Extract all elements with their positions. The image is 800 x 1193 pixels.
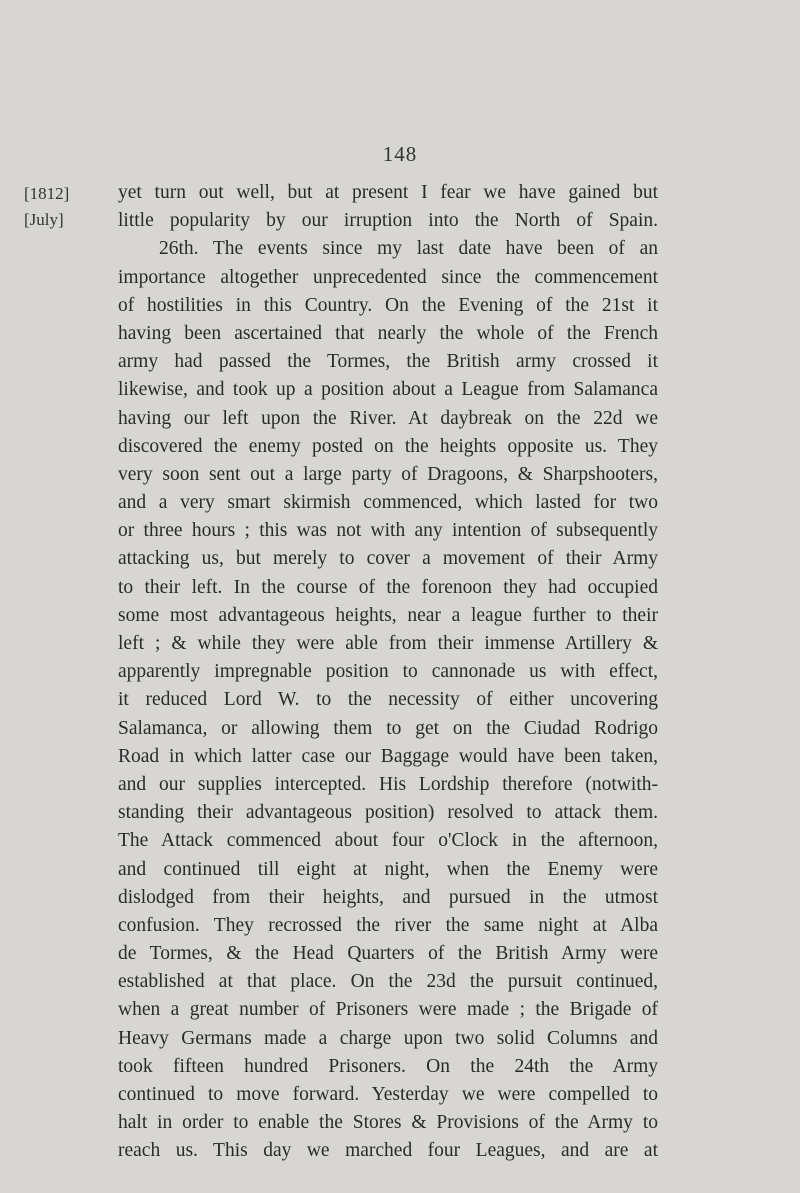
text-line: or three hours ; this was not with any intention of subsequently (118, 520, 658, 542)
text-line: de Tormes, & the Head Quarters of the British Army were (118, 943, 658, 965)
text-line: little popularity by our irruption into the North of Spain. (118, 210, 658, 232)
text-line: continued to move forward. Yesterday we were compelled to (118, 1084, 658, 1105)
text-line: importance altogether unprecedented since the commencement (118, 266, 658, 288)
body-text (118, 179, 658, 1166)
text-line: and continued till eight at night, when the Enemy were (118, 858, 658, 880)
text-line: likewise, and took up a position about a League from Salamanca (118, 379, 658, 401)
text-line: some most advantageous heights, near a league further to their (118, 604, 658, 626)
text-line: attacking us, but merely to cover a movement of their Army (118, 548, 658, 570)
text-line: very soon sent out a large party of Dragoons, & Sharpshooters, (118, 463, 658, 485)
text-line: of hostilities in this Country. On the Evening of the 21st it (118, 294, 658, 316)
text-line: dislodged from their heights, and pursued in the utmost (118, 886, 658, 908)
text-line: 26th. The events since my last date have been of an (159, 238, 658, 260)
text-line: Road in which latter case our Baggage would have been taken, (118, 745, 658, 767)
text-line: discovered the enemy posted on the heights opposite us. They (118, 435, 658, 457)
text-line: and our supplies intercepted. His Lordship therefore (notwith- (118, 773, 658, 795)
text-line: left ; & while they were able from their immense Artillery & (118, 633, 658, 654)
text-line: it reduced Lord W. to the necessity of either uncovering (118, 689, 658, 711)
text-line: to their left. In the course of the forenoon they had occupied (118, 576, 658, 598)
text-line: having been ascertained that nearly the whole of the French (118, 322, 658, 344)
margin-note-year: [1812] (24, 184, 70, 203)
text-line: reach us. This day we marched four Leagues, and are at (118, 1140, 658, 1162)
text-line: The Attack commenced about four o'Clock in the afternoon, (118, 830, 658, 852)
text-line: Heavy Germans made a charge upon two solid Columns and (118, 1027, 658, 1049)
text-line: army had passed the Tormes, the British army crossed it (118, 351, 658, 373)
page-number: 148 (382, 142, 418, 166)
margin-note-month: [July] (24, 210, 64, 229)
text-line: Salamanca, or allowing them to get on the Ciudad Rodrigo (118, 717, 658, 739)
text-line: yet turn out well, but at present I fear we have gained but (118, 182, 658, 203)
text-line: halt in order to enable the Stores & Provisions of the Army to (118, 1112, 658, 1134)
text-line: established at that place. On the 23d the pursuit continued, (118, 971, 658, 993)
text-line: and a very smart skirmish commenced, which lasted for two (118, 492, 658, 514)
text-line: standing their advantageous position) resolved to attack them. (118, 802, 658, 824)
text-line: apparently impregnable position to cannonade us with effect, (118, 661, 658, 683)
text-line: took fifteen hundred Prisoners. On the 24th the Army (118, 1055, 658, 1077)
text-line: confusion. They recrossed the river the same night at Alba (118, 914, 658, 936)
text-line: having our left upon the River. At daybreak on the 22d we (118, 407, 658, 429)
margin-notes (24, 181, 69, 233)
text-line: when a great number of Prisoners were made ; the Brigade of (118, 999, 658, 1021)
